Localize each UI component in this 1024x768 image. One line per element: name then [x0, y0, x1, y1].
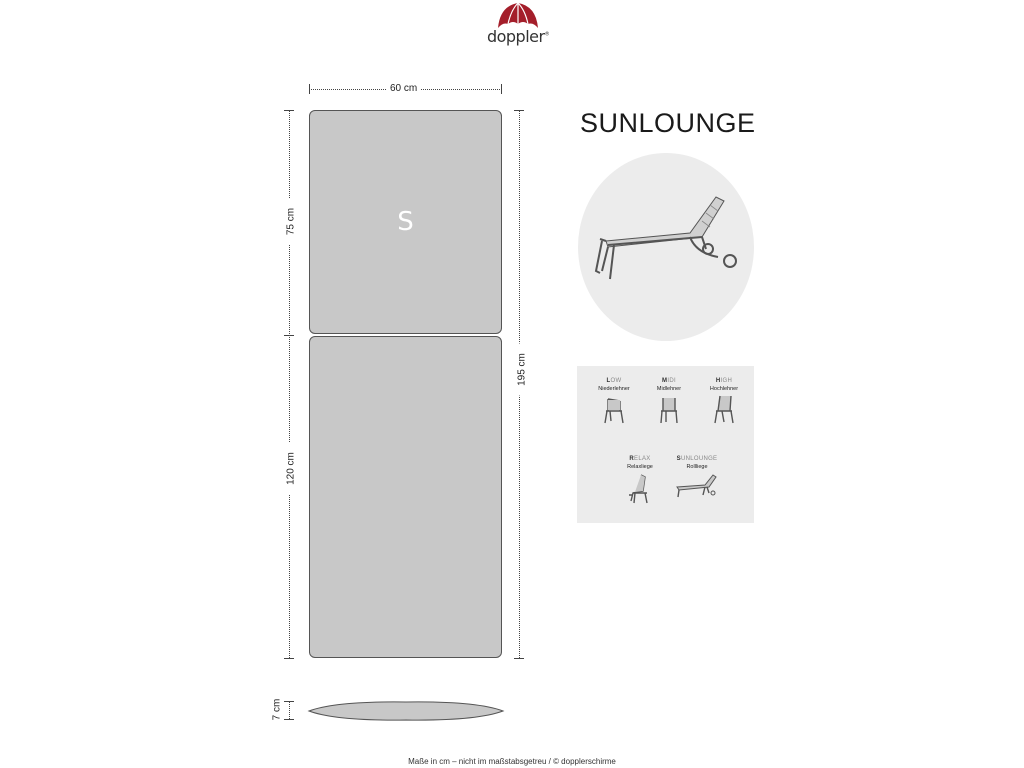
- brand-name: doppler®: [486, 27, 550, 46]
- legend-item-high: HIGH Hochlehner: [694, 378, 754, 425]
- cushion-seat-panel: [309, 336, 502, 658]
- legend-item-relax: RELAX Relaxliege: [610, 456, 670, 505]
- footer-note: Maße in cm – nicht im maßstabsgetreu / © dopplerschirme: [408, 757, 616, 766]
- thickness-dimension-line: [289, 701, 290, 719]
- umbrella-icon: [478, 0, 558, 30]
- seat-tick-bottom: [284, 658, 294, 659]
- cushion-side-profile: [306, 698, 506, 724]
- relax-chair-icon: [627, 473, 653, 505]
- sunlounger-illustration: [578, 153, 754, 341]
- product-title: SUNLOUNGE: [580, 108, 756, 138]
- legend-item-low: LOW Niederlehner: [584, 378, 644, 425]
- high-back-chair-icon: [712, 395, 736, 425]
- total-length-label: 195 cm: [517, 344, 528, 396]
- sunlounger-icon: [578, 153, 754, 341]
- size-letter: S: [397, 207, 414, 237]
- thickness-label: 7 cm: [271, 698, 283, 721]
- legend-item-sunlounge: SUNLOUNGE Rollliege: [667, 456, 727, 499]
- seat-length-label: 120 cm: [286, 443, 297, 495]
- total-tick-bottom: [514, 658, 524, 659]
- left-dimension-line: [289, 110, 290, 658]
- sunlounger-icon: [675, 473, 719, 499]
- back-height-label: 75 cm: [286, 199, 297, 245]
- doppler-logo: [478, 0, 558, 48]
- low-back-chair-icon: [602, 395, 626, 425]
- thickness-tick-bottom: [284, 719, 294, 720]
- chair-type-legend: [577, 366, 754, 523]
- width-label: 60 cm: [387, 83, 420, 94]
- mid-back-chair-icon: [657, 395, 681, 425]
- legend-item-midi: MIDI Midlehner: [639, 378, 699, 425]
- cushion-back-panel: [309, 110, 502, 334]
